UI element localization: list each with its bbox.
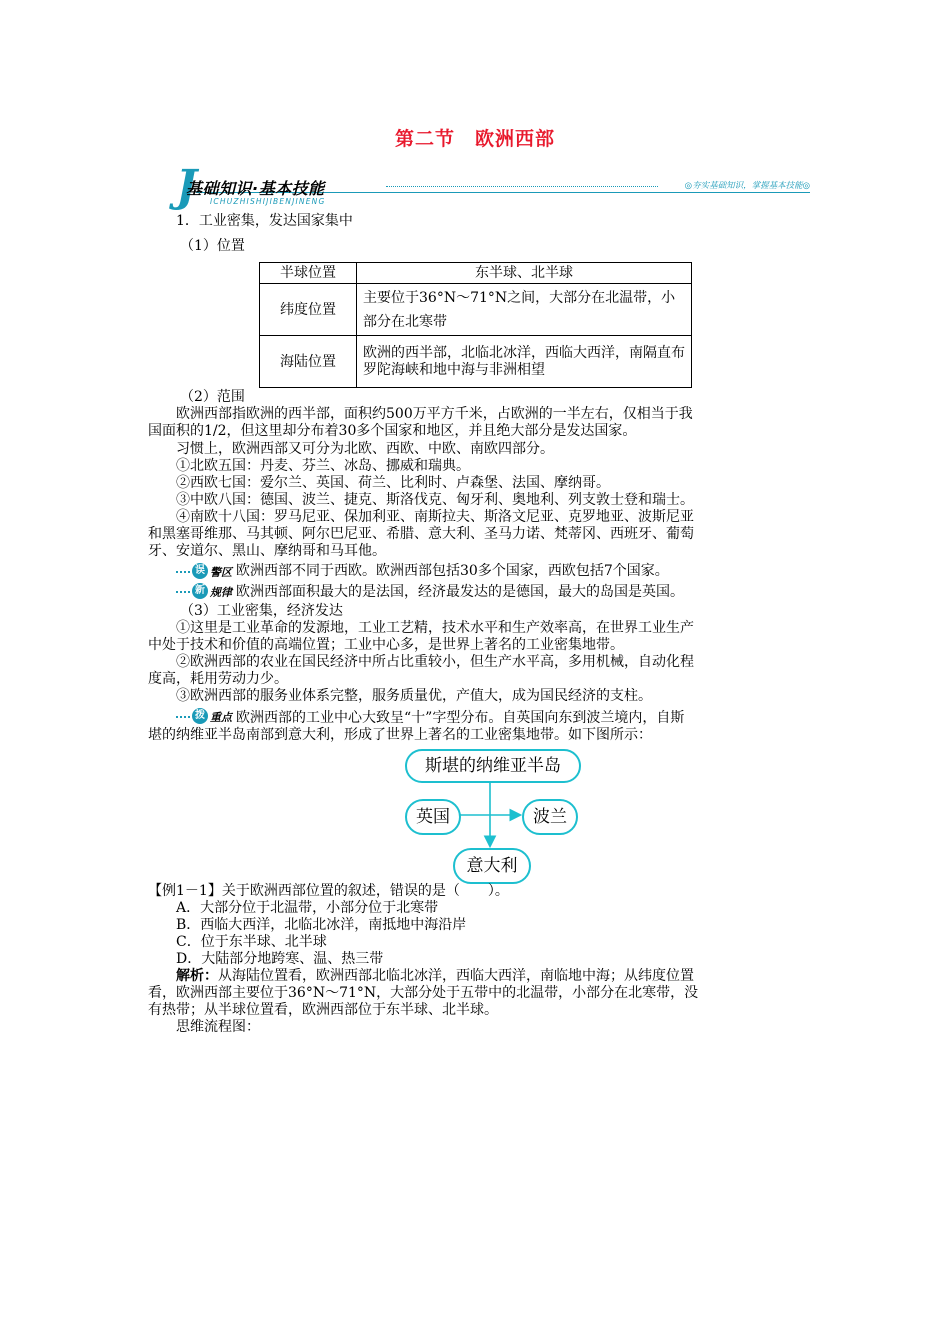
tag-dots: [176, 716, 190, 718]
paragraph-line: ③欧洲西部的服务业体系完整，服务质量优，产值大，成为国民经济的支柱。: [176, 688, 652, 704]
tag-circle-icon: 误: [192, 563, 208, 579]
list-item: ④南欧十八国：罗马尼亚、保加利亚、南斯拉夫、斯洛文尼亚、克罗地亚、波斯尼亚: [176, 509, 694, 525]
subheading-position: （1）位置: [180, 238, 245, 254]
flowchart-label: 思维流程图：: [176, 1019, 260, 1035]
analysis-text: 从海陆位置看，欧洲西部北临北冰洋，西临大西洋，南临地中海；从纬度位置: [218, 968, 694, 984]
table-cell: 欧洲的西半部，北临北冰洋，西临大西洋，南隔直布罗陀海峡和地中海与非洲相望: [357, 336, 692, 388]
banner-title: 基础知识·基本技能: [186, 179, 325, 198]
analysis-line: 看，欧洲西部主要位于36°N～71°N，大部分处于五带中的北温带，小部分在北寒带，没: [148, 985, 699, 1001]
tip-text: 欧洲西部面积最大的是法国，经济最发达的是德国，最大的岛国是英国。: [236, 584, 684, 600]
page-title: 第二节 欧洲西部: [394, 128, 555, 150]
subheading-range: （2）范围: [180, 389, 245, 405]
tip-text: 堪的纳维亚半岛南部到意大利，形成了世界上著名的工业密集地带。如下图所示：: [148, 727, 652, 743]
banner-letter: J: [176, 161, 197, 212]
table-cell: 东半球、北半球: [357, 263, 692, 284]
list-item: 牙、安道尔、黑山、摩纳哥和马耳他。: [148, 543, 386, 559]
paragraph-line: 度高，耗用劳动力少。: [148, 671, 288, 687]
banner-pinyin: ICHUZHISHIJIBENJINENG: [210, 197, 326, 206]
tip-text: 欧洲西部不同于西欧。欧洲西部包括30多个国家，西欧包括7个国家。: [236, 563, 669, 579]
table-cell: 纬度位置: [260, 284, 357, 336]
paragraph-line: ②欧洲西部的农业在国民经济中所占比重较小，但生产水平高，多用机械，自动化程: [176, 654, 694, 670]
list-item: 和黑塞哥维那、马其顿、阿尔巴尼亚、希腊、意大利、圣马力诺、梵蒂冈、西班牙、葡萄: [148, 526, 694, 542]
analysis-line: [176, 968, 694, 985]
analysis-line: 有热带；从半球位置看，欧洲西部位于东半球、北半球。: [148, 1002, 498, 1018]
table-cell: 海陆位置: [260, 336, 357, 388]
analysis-label: 解析：: [176, 968, 218, 984]
list-item: ①北欧五国：丹麦、芬兰、冰岛、挪威和瑞典。: [176, 458, 470, 474]
paragraph-line: 习惯上，欧洲西部又可分为北欧、西欧、中欧、南欧四部分。: [176, 441, 554, 457]
list-item: ②西欧七国：爱尔兰、英国、荷兰、比利时、卢森堡、法国、摩纳哥。: [176, 475, 610, 491]
table-row: [260, 263, 692, 284]
option-b: B．西临大西洋，北临北冰洋，南抵地中海沿岸: [176, 917, 467, 933]
table-row: [260, 336, 692, 388]
tag-dots: [176, 571, 190, 573]
position-table: [259, 262, 692, 388]
section-banner: [176, 161, 810, 212]
tag-circle-icon: 拨: [192, 708, 208, 724]
table-cell: 主要位于36°N～71°N之间，大部分在北温带，小部分在北寒带: [357, 284, 692, 336]
diagram-node-italy: 意大利: [453, 848, 531, 884]
table-row: [260, 284, 692, 336]
section-heading: 1．工业密集，发达国家集中: [176, 213, 353, 229]
tag-label: 规律: [210, 586, 232, 599]
paragraph-line: 中处于技术和价值的高端位置；工业中心多，是世界上著名的工业密集地带。: [148, 637, 624, 653]
tip-text: 欧洲西部的工业中心大致呈“十”字型分布。自英国向东到波兰境内，自斯: [236, 710, 685, 726]
diagram-node-uk: 英国: [405, 799, 461, 835]
tag-label: 重点: [210, 711, 232, 724]
paragraph-line: 欧洲西部指欧洲的西半部，面积约500万平方千米，占欧洲的一半左右，仅相当于我: [176, 406, 693, 422]
option-d: D．大陆部分地跨寒、温、热三带: [176, 951, 384, 967]
tag-dots: [176, 591, 190, 593]
example-question: 【例1－1】关于欧洲西部位置的叙述，错误的是（ ）。: [148, 883, 509, 899]
banner-slogan: ◎夯实基础知识，掌握基本技能◎: [684, 181, 810, 191]
subheading-industry: （3）工业密集，经济发达: [180, 603, 343, 619]
tag-circle-icon: 新: [192, 583, 208, 599]
table-cell: 半球位置: [260, 263, 357, 284]
tag-label: 警区: [210, 566, 232, 579]
option-a: A．大部分位于北温带，小部分位于北寒带: [176, 900, 439, 916]
option-c: C．位于东半球、北半球: [176, 934, 327, 950]
industrial-belt-diagram: [395, 745, 591, 885]
diagram-node-poland: 波兰: [522, 799, 578, 835]
list-item: ③中欧八国：德国、波兰、捷克、斯洛伐克、匈牙利、奥地利、列支敦士登和瑞士。: [176, 492, 694, 508]
paragraph-line: 国面积的1/2，但这里却分布着30多个国家和地区，并且绝大部分是发达国家。: [148, 423, 637, 439]
banner-dotted-line: [386, 186, 658, 187]
paragraph-line: ①这里是工业革命的发源地，工业工艺精，技术水平和生产效率高，在世界工业生产: [176, 620, 694, 636]
diagram-node-scandinavia: 斯堪的纳维亚半岛: [405, 749, 581, 783]
